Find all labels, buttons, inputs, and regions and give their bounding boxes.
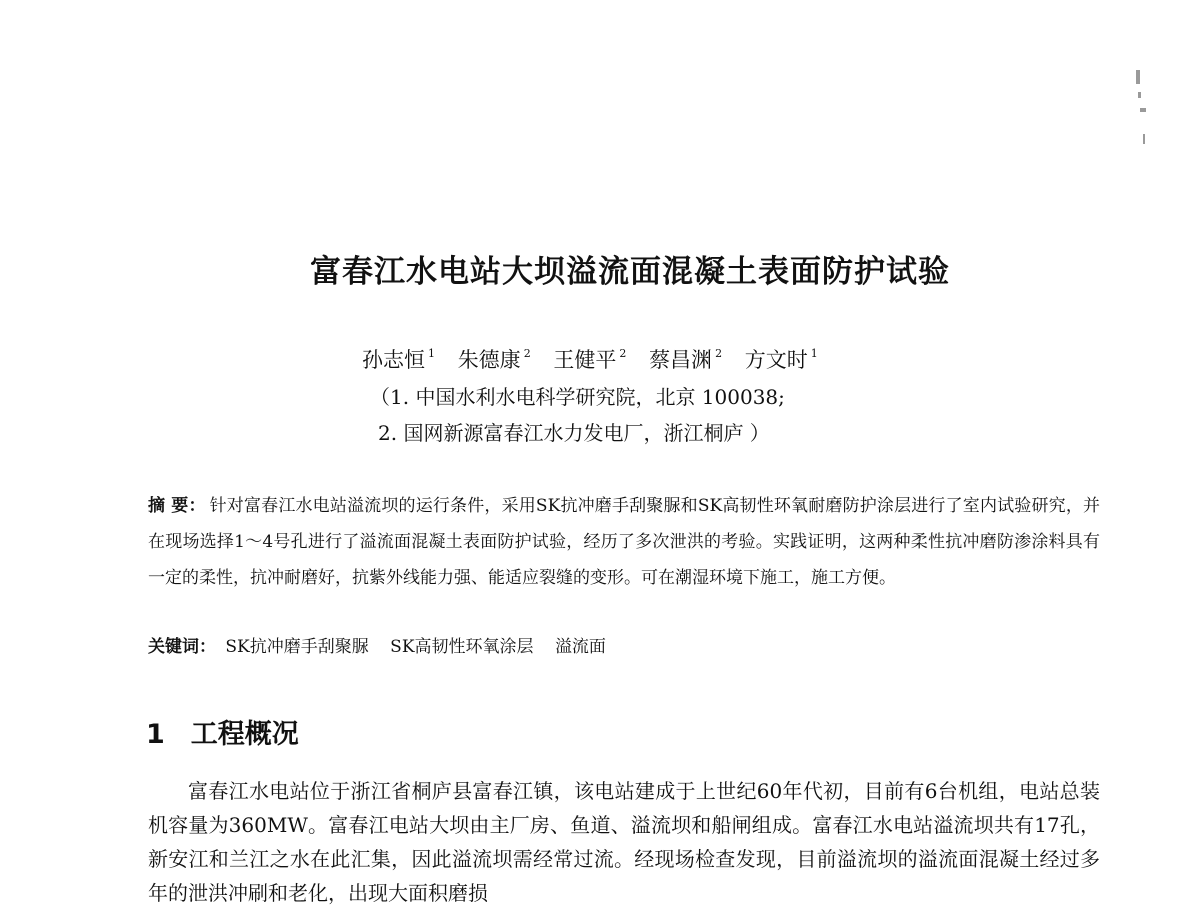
author-name: 朱德康 xyxy=(457,348,521,372)
abstract-label: 摘 要： xyxy=(148,496,206,516)
author-name: 王健平 xyxy=(553,348,617,372)
abstract xyxy=(148,488,1100,596)
author-name: 孙志恒 xyxy=(362,348,425,372)
keyword: SK高韧性环氧涂层 xyxy=(390,637,534,657)
author xyxy=(649,348,722,372)
affiliation-2: 2. 国网新源富春江水力发电厂，浙江桐庐 ） xyxy=(378,421,770,445)
scan-artifact xyxy=(1134,70,1148,150)
abstract-text: 针对富春江水电站溢流坝的运行条件，采用SK抗冲磨手刮聚脲和SK高韧性环氧耐磨防护涂层进行了室内试验研究，并在现场选择1～4号孔进行了溢流面混凝土表面防护试验，经历了多次泄洪的考验。实践证明，这两种柔性抗冲磨防渗涂料具有一定的柔性，抗冲耐磨好，抗紫外线能力强、能适应裂缝的变形。可在潮湿环境下施工，施工方便。 xyxy=(148,496,1100,588)
section-number: 1 xyxy=(146,719,165,750)
author xyxy=(553,348,626,372)
author-list xyxy=(362,344,834,374)
author-name: 蔡昌渊 xyxy=(649,348,713,372)
affiliation-marker: 1 xyxy=(428,347,435,360)
author xyxy=(458,348,531,372)
affiliation-marker: 2 xyxy=(619,347,627,360)
affiliation-marker: 2 xyxy=(523,347,531,360)
body-paragraph: 富春江水电站位于浙江省桐庐县富春江镇，该电站建成于上世纪60年代初，目前有6台机组，电站总装机容量为360MW。富春江电站大坝由主厂房、鱼道、溢流坝和船闸组成。富春江水电站溢流坝共有17孔，新安江和兰江之水在此汇集，因此溢流坝需经常过流。经现场检查发现，目前溢流坝的溢流面混凝土经过多年的泄洪冲刷和老化，出现大面积磨损 xyxy=(148,779,1100,905)
author-name: 方文时 xyxy=(744,348,808,372)
section-heading xyxy=(146,712,299,751)
affiliation-1: （1. 中国水利水电科学研究院，北京 100038; xyxy=(370,385,785,409)
affiliation-marker: 1 xyxy=(810,347,818,360)
author xyxy=(362,348,435,372)
keywords xyxy=(148,632,622,657)
keyword: SK抗冲磨手刮聚脲 xyxy=(225,637,369,657)
keyword: 溢流面 xyxy=(554,637,606,657)
keywords-label: 关键词： xyxy=(148,637,216,657)
affiliation-marker: 2 xyxy=(715,347,723,360)
author xyxy=(745,348,818,372)
section-title: 工程概况 xyxy=(190,719,299,750)
paper-title: 富春江水电站大坝溢流面混凝土表面防护试验 xyxy=(310,254,950,290)
